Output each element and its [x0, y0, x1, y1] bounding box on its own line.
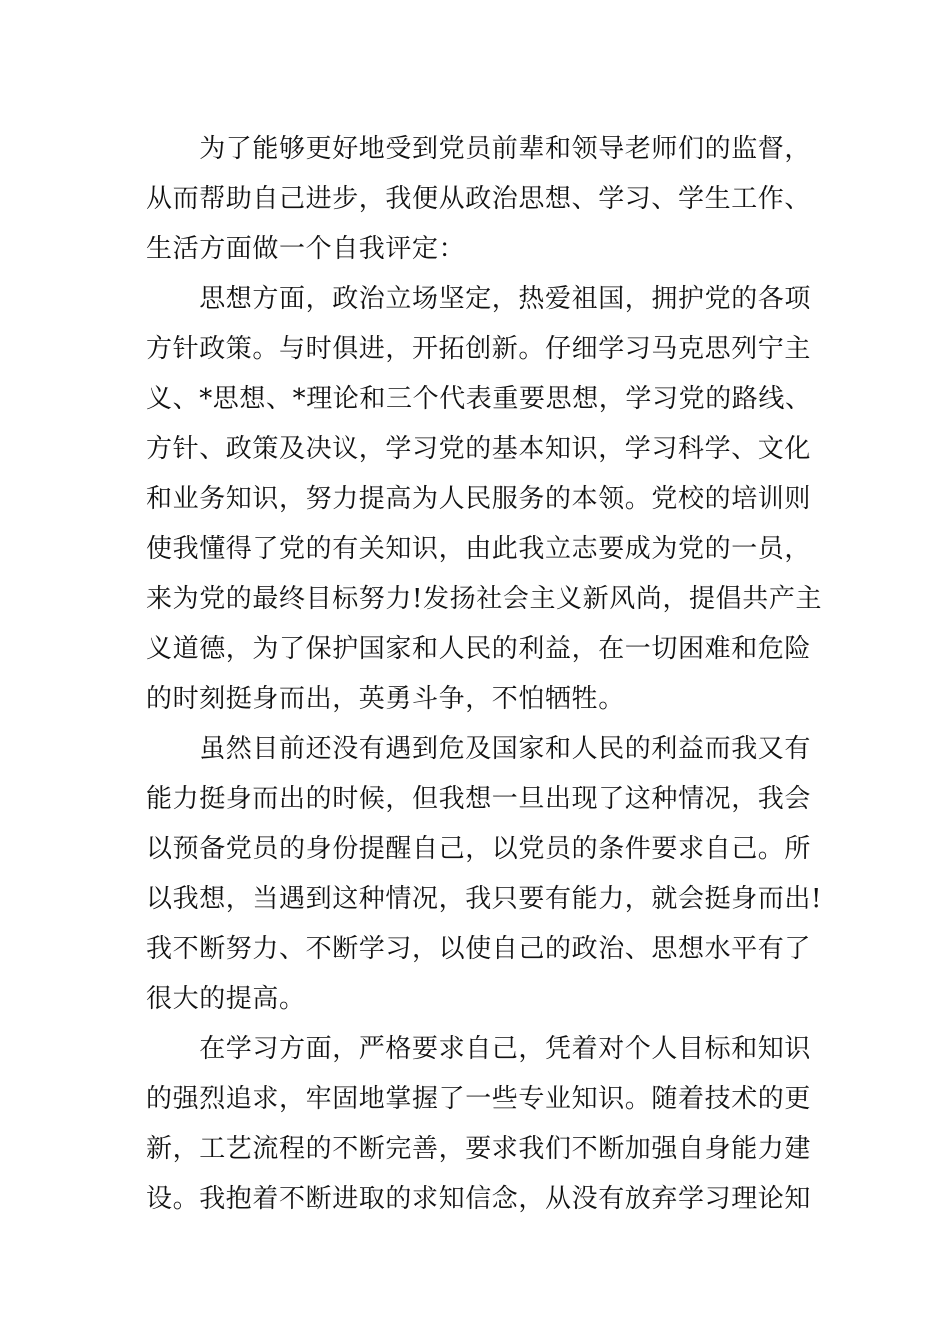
- text-line: 以预备党员的身份提醒自己，以党员的条件要求自己。所: [146, 834, 812, 864]
- text-line: 使我懂得了党的有关知识，由此我立志要成为党的一员，: [146, 534, 812, 564]
- text-line: 方针政策。与时俱进，开拓创新。仔细学习马克思列宁主: [146, 334, 812, 364]
- text-line: 的强烈追求，牢固地掌握了一些专业知识。随着技术的更: [146, 1084, 812, 1114]
- text-line: 生活方面做一个自我评定：: [146, 234, 466, 264]
- text-line: 我不断努力、不断学习，以使自己的政治、思想水平有了: [146, 934, 812, 964]
- text-line: 设。我抱着不断进取的求知信念，从没有放弃学习理论知: [146, 1184, 812, 1214]
- text-line: 方针、政策及决议，学习党的基本知识，学习科学、文化: [146, 434, 812, 464]
- text-line: 从而帮助自己进步，我便从政治思想、学习、学生工作、: [146, 184, 812, 214]
- text-line: 能力挺身而出的时候，但我想一旦出现了这种情况，我会: [146, 784, 812, 814]
- text-line: 义、*思想、*理论和三个代表重要思想，学习党的路线、: [146, 384, 812, 414]
- document-body: [146, 124, 823, 1224]
- text-line: 来为党的最终目标努力!发扬社会主义新风尚，提倡共产主: [146, 584, 823, 614]
- text-line: 新，工艺流程的不断完善，要求我们不断加强自身能力建: [146, 1134, 812, 1164]
- text-line: 很大的提高。: [146, 984, 306, 1014]
- text-line: 虽然目前还没有遇到危及国家和人民的利益而我又有: [146, 734, 812, 764]
- text-line: 在学习方面，严格要求自己，凭着对个人目标和知识: [146, 1034, 812, 1064]
- text-line: 的时刻挺身而出，英勇斗争，不怕牺牲。: [146, 684, 625, 714]
- text-line: 为了能够更好地受到党员前辈和领导老师们的监督，: [146, 134, 812, 164]
- text-line: 义道德，为了保护国家和人民的利益，在一切困难和危险: [146, 634, 812, 664]
- text-line: 以我想，当遇到这种情况，我只要有能力，就会挺身而出!: [146, 884, 823, 914]
- text-line: 和业务知识，努力提高为人民服务的本领。党校的培训则: [146, 484, 812, 514]
- text-line: 思想方面，政治立场坚定，热爱祖国，拥护党的各项: [146, 284, 812, 314]
